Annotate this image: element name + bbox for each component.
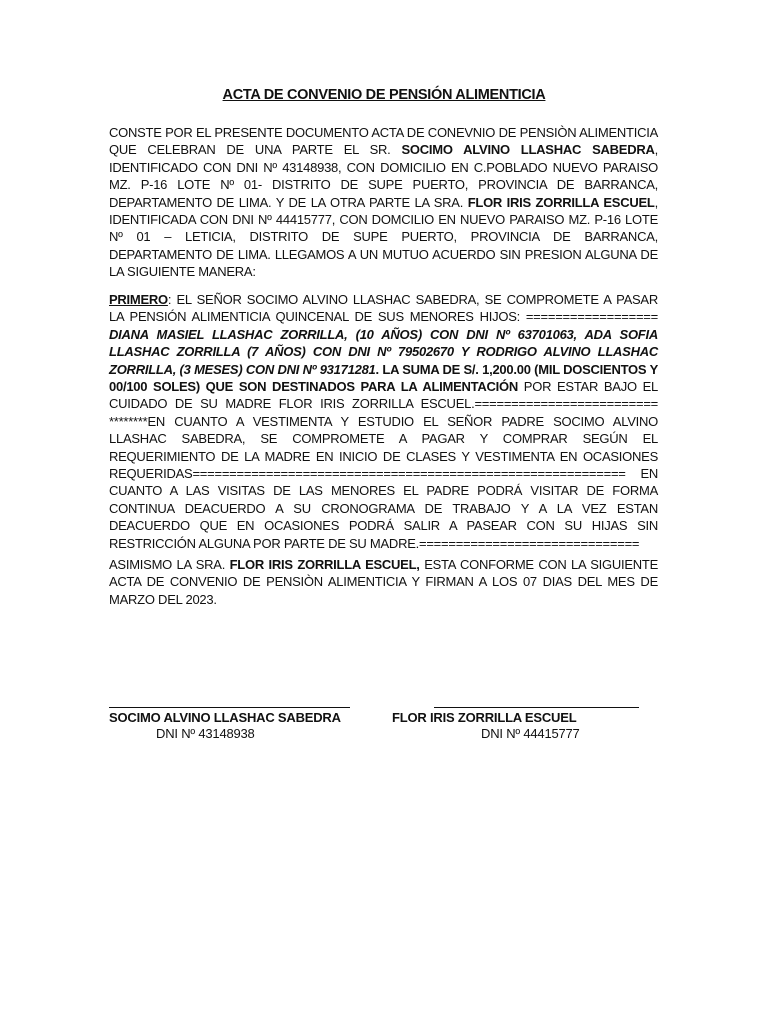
clause-text-1: : EL SEÑOR SOCIMO ALVINO LLASHAC SABEDRA, SE COMPROMETE A PASAR LA PENSIÓN ALIMENTICIA QUINCENAL DE SUS MENORES HIJOS: ==================	[109, 292, 658, 325]
intro-paragraph	[109, 124, 658, 281]
document-title: ACTA DE CONVENIO DE PENSIÓN ALIMENTICIA	[222, 87, 546, 103]
closing-text-2: ESTA CONFORME CON LA SIGUIENTE ACTA DE CONVENIO DE PENSIÒN ALIMENTICIA Y FIRMAN A LOS 07 DIAS DEL MES DE MARZO DEL 2023.	[109, 557, 659, 607]
party-2-name: FLOR IRIS ZORRILLA ESCUEL	[467, 194, 655, 210]
signature-1-dni: DNI Nº 43148938	[156, 726, 255, 741]
closing-text-1: ASIMISMO LA SRA.	[109, 557, 230, 572]
party-1-name: SOCIMO ALVINO LLASHAC SABEDRA	[401, 142, 655, 158]
signature-1-name: SOCIMO ALVINO LLASHAC SABEDRA	[109, 710, 341, 725]
first-clause-paragraph	[109, 291, 658, 552]
signature-line-2	[434, 707, 639, 708]
intro-text-2: , IDENTIFICADO CON DNI Nº 43148938, CON DOMICILIO EN C.POBLADO NUEVO PARAISO MZ. P-16 LOTE Nº 01- DISTRITO DE SUPE PUERTO, PROVINCIA DE BARRANCA, DEPARTAMENTO DE LIMA. Y DE LA OTRA PARTE LA SRA.	[109, 142, 658, 210]
intro-text-1: CONSTE POR EL PRESENTE DOCUMENTO ACTA DE CONEVNIO DE PENSIÒN ALIMENTICIA QUE CELEBRAN DE UNA PARTE EL SR.	[109, 125, 658, 158]
signature-2-name: FLOR IRIS ZORRILLA ESCUEL	[392, 710, 577, 725]
children-list: DIANA MASIEL LLASHAC ZORRILLA, (10 AÑOS) CON DNI Nº 63701063, ADA SOFIA LLASHAC ZORRILLA (7 AÑOS) CON DNI Nº 79502670 Y RODRIGO ALVINO LLASHAC ZORRILLA, (3 MESES) CON DNI Nº 93171281	[109, 326, 658, 377]
signature-line-1	[109, 707, 350, 708]
pension-amount: . LA SUMA DE S/. 1,200.00 (MIL DOSCIENTOS Y 00/100 SOLES) QUE SON DESTINADOS PARA LA ALIMENTACIÓN	[109, 361, 658, 395]
closing-party-name: FLOR IRIS ZORRILLA ESCUEL,	[229, 557, 420, 572]
closing-paragraph	[109, 556, 658, 608]
signature-2-dni: DNI Nº 44415777	[481, 726, 580, 741]
intro-text-3: , IDENTIFICADA CON DNI Nº 44415777, CON DOMCILIO EN NUEVO PARAISO MZ. P-16 LOTE Nº 01 – LETICIA, DISTRITO DE SUPE PUERTO, PROVINCIA DE BARRANCA, DEPARTAMENTO DE LIMA. LLEGAMOS A UN MUTUO ACUERDO SIN PRESION ALGUNA DE LA SIGUIENTE MANERA:	[109, 194, 658, 280]
clause-text-2: POR ESTAR BAJO EL CUIDADO DE SU MADRE FLOR IRIS ZORRILLA ESCUEL.========================= ********EN CUANTO A VESTIMENTA Y ESTUDIO EL SEÑOR PADRE SOCIMO ALVINO LLASHAC SABEDRA, SE COMPROMETE A PAGAR Y COMPRAR SEGÚN EL REQUERIMIENTO DE LA MADRE EN INICIO DE CLASES Y VESTIMENTA EN OCASIONES REQUERIDAS=========================================================== EN CUANTO A LAS VISITAS DE LAS MENORES EL PADRE PODRÁ VISITAR DE FORMA CONTINUA DEACUERDO A SU CRONOGRAMA DE TRABAJO Y A LA VEZ ESTAN DEACUERDO QUE EN OCASIONES PODRÁ SALIR A PASEAR CON SU HIJAS SIN RESTRICCIÓN ALGUNA POR PARTE DE SU MADRE.==============================	[109, 379, 658, 551]
clause-label: PRIMERO	[109, 292, 168, 307]
